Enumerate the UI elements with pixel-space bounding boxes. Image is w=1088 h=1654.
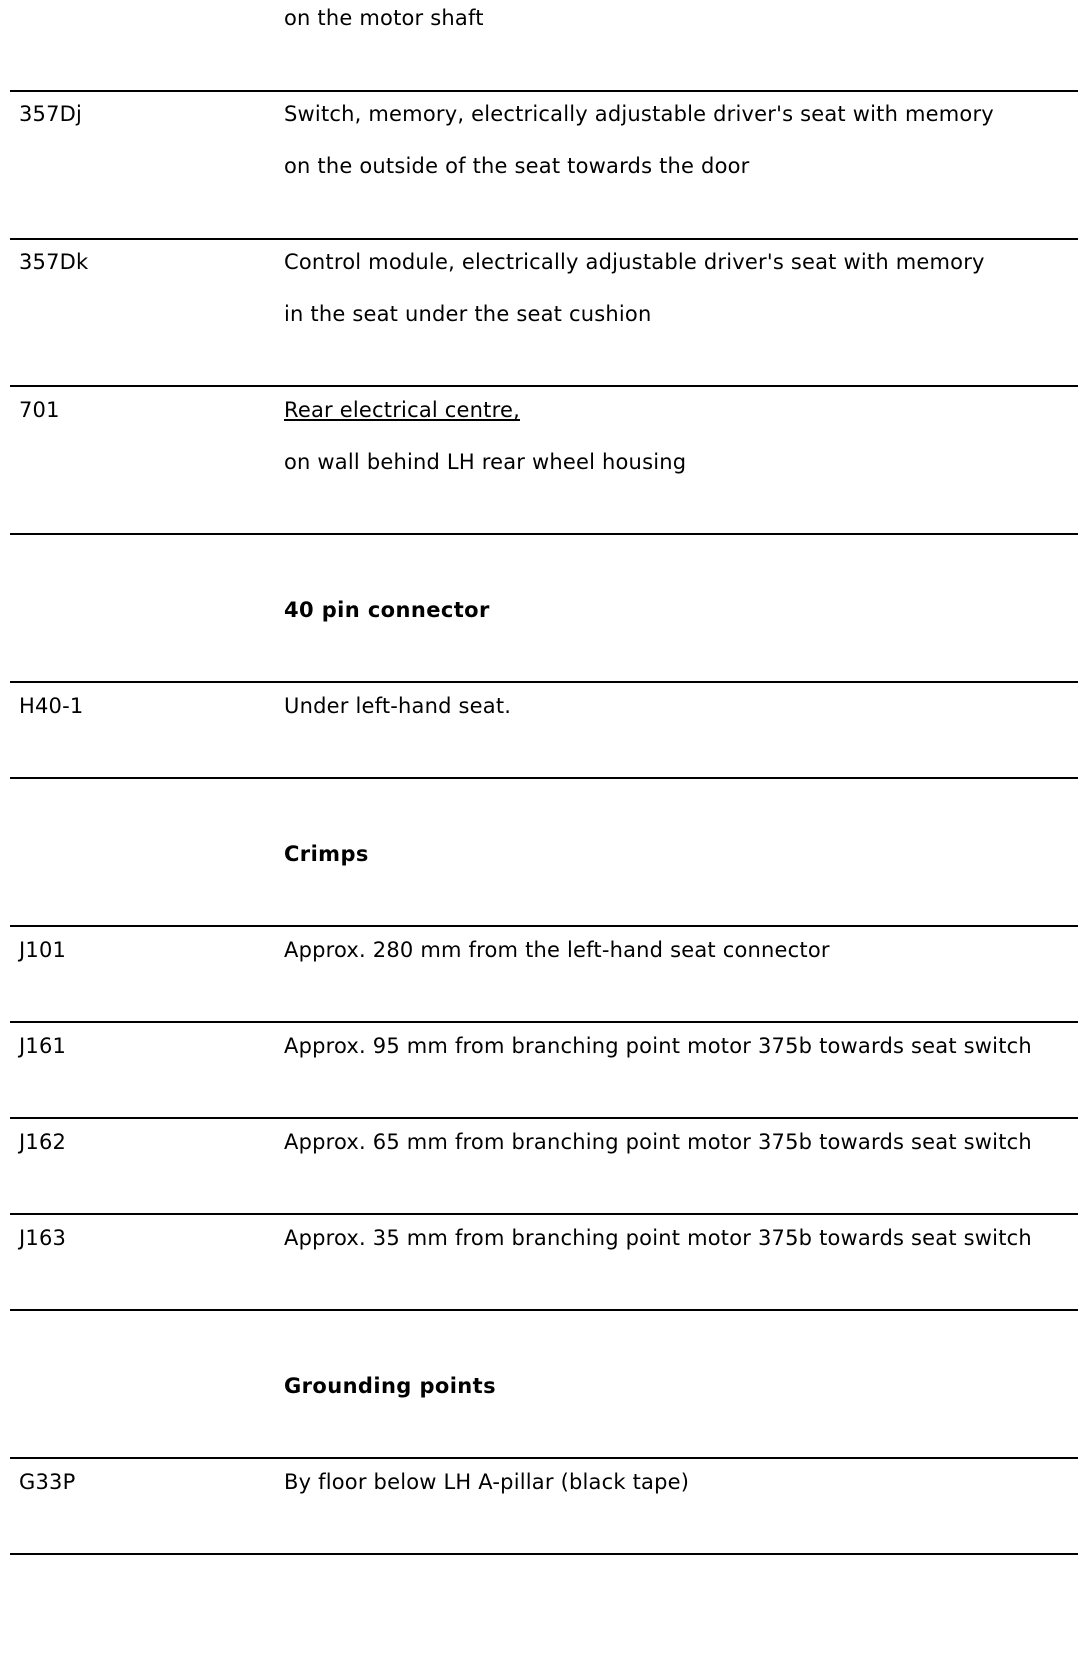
row-divider bbox=[10, 385, 1078, 387]
row-divider bbox=[10, 1309, 1078, 1311]
crimp-location: Approx. 95 mm from branching point motor 375b towards seat switch bbox=[284, 1034, 1032, 1058]
row-divider bbox=[10, 681, 1078, 683]
connector-location: Under left-hand seat. bbox=[284, 694, 512, 718]
rear-electrical-centre-link[interactable]: Rear electrical centre, bbox=[284, 398, 520, 422]
component-description: Control module, electrically adjustable driver's seat with memory bbox=[284, 250, 985, 274]
section-heading-grounding-points: Grounding points bbox=[284, 1374, 496, 1398]
crimp-code: J162 bbox=[19, 1130, 67, 1154]
crimp-code: J163 bbox=[19, 1226, 67, 1250]
row-divider bbox=[10, 1553, 1078, 1555]
row-divider bbox=[10, 1213, 1078, 1215]
row-divider bbox=[10, 1457, 1078, 1459]
component-location: on wall behind LH rear wheel housing bbox=[284, 450, 687, 474]
crimp-location: Approx. 280 mm from the left-hand seat connector bbox=[284, 938, 830, 962]
row-divider bbox=[10, 90, 1078, 92]
ground-point-location: By floor below LH A-pillar (black tape) bbox=[284, 1470, 690, 1494]
component-location: on the outside of the seat towards the door bbox=[284, 154, 750, 178]
crimp-code: J161 bbox=[19, 1034, 67, 1058]
component-location: in the seat under the seat cushion bbox=[284, 302, 652, 326]
row-continuation-description: on the motor shaft bbox=[284, 6, 484, 30]
component-code: 701 bbox=[19, 398, 60, 422]
row-divider bbox=[10, 1117, 1078, 1119]
component-description: Switch, memory, electrically adjustable driver's seat with memory bbox=[284, 102, 994, 126]
component-code: 357Dk bbox=[19, 250, 89, 274]
row-divider bbox=[10, 925, 1078, 927]
crimp-code: J101 bbox=[19, 938, 67, 962]
connector-code: H40-1 bbox=[19, 694, 84, 718]
row-divider bbox=[10, 533, 1078, 535]
section-heading-40-pin-connector: 40 pin connector bbox=[284, 598, 490, 622]
crimp-location: Approx. 35 mm from branching point motor 375b towards seat switch bbox=[284, 1226, 1032, 1250]
row-divider bbox=[10, 777, 1078, 779]
ground-point-code: G33P bbox=[19, 1470, 76, 1494]
section-heading-crimps: Crimps bbox=[284, 842, 369, 866]
crimp-location: Approx. 65 mm from branching point motor 375b towards seat switch bbox=[284, 1130, 1032, 1154]
row-divider bbox=[10, 1021, 1078, 1023]
component-code: 357Dj bbox=[19, 102, 83, 126]
row-divider bbox=[10, 238, 1078, 240]
